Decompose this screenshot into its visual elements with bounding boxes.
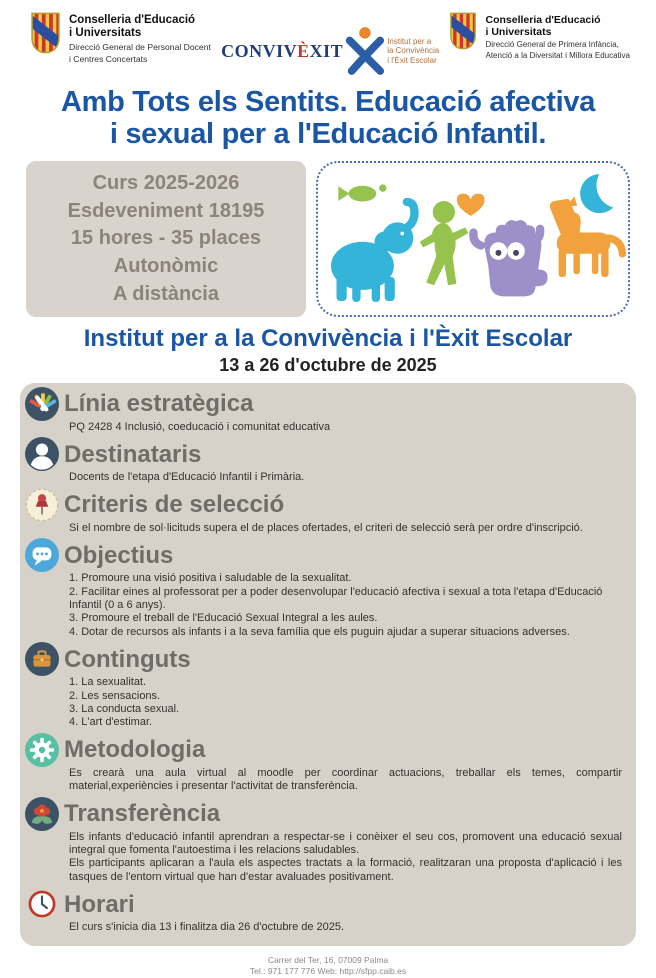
section-transferencia <box>25 797 622 885</box>
section-text: Si el nombre de sol·licituds supera el de places ofertades, el criteri de selecció serà per ordre d'inscripció. <box>69 521 583 534</box>
convivexit-wordmark: CONVIVÈXIT <box>221 40 344 61</box>
animals-illustration-svg <box>318 163 628 315</box>
section-text: 1. La sexualitat. <box>69 676 147 689</box>
section-destinataris <box>25 437 622 484</box>
section-title: Metodologia <box>64 736 206 764</box>
section-title: Transferència <box>64 800 221 828</box>
section-text: Docents de l'etapa d'Educació Infantil i Primària. <box>69 471 305 484</box>
section-horari <box>25 887 622 934</box>
org-name: Conselleria d'Educació <box>69 14 196 26</box>
tagline-line: Institut per a <box>387 36 432 46</box>
info-row <box>0 161 656 317</box>
section-title: Continguts <box>64 645 191 673</box>
course-hours-places: 15 hores - 35 places <box>70 227 262 250</box>
section-text: 2. Les sensacions. <box>69 689 161 702</box>
org-dept-line: Direcció General de Personal Docent <box>69 42 211 53</box>
flower-icon <box>25 797 59 831</box>
section-title: Línia estratègica <box>64 390 254 418</box>
org-name: Conselleria d'Educació <box>485 14 601 26</box>
briefcase-icon <box>25 642 59 676</box>
section-title: Horari <box>64 890 135 918</box>
left-org-logo <box>30 12 211 65</box>
page-title-line1: Amb Tots els Sentits. Educació afectiva <box>60 86 596 118</box>
animals-illustration <box>316 161 630 317</box>
section-text: 3. La conducta sexual. <box>69 703 180 715</box>
footer-contact: Tel.: 971 177 776 Web: http://sfpp.caib.es <box>249 966 407 977</box>
org-dept-line: Atenció a la Diversitat i Millora Educativa <box>485 50 630 60</box>
pushpin-icon <box>25 488 59 522</box>
elephant-icon <box>331 202 415 302</box>
section-linia-estrategica <box>25 387 622 434</box>
child-icon <box>420 201 469 285</box>
heart-icon <box>457 194 485 216</box>
monster-icon <box>473 220 547 296</box>
footer-address: Carrer del Ter, 16, 07009 Palma <box>267 954 389 965</box>
tagline-line: la Convivència <box>387 46 440 56</box>
gear-icon <box>25 733 59 767</box>
section-objectius <box>25 538 622 639</box>
course-event-number: Esdeveniment 18195 <box>67 199 265 222</box>
section-text: El curs s'inicia dia 13 i finalitza dia 26 d'octubre de 2025. <box>69 921 345 934</box>
section-text: Es crearà una aula virtual al moodle per coordinar actuacions, treballar els temes, compartir material,experiències i presentar l'activitat de transferència. <box>69 766 622 793</box>
convivexit-logo <box>221 26 439 76</box>
page-title-line2: i sexual per a l'Educació Infantil. <box>109 118 547 151</box>
section-text: 4. Dotar de recursos als infants i a la seva família que els puguin ajudar a superar situacions adverses. <box>69 625 570 638</box>
section-text: PQ 2428 4 Inclusió, coeducació i comunitat educativa <box>69 420 331 433</box>
section-continguts <box>25 642 622 730</box>
convivexit-person-icon <box>343 26 385 76</box>
section-text: Els participants aplicaran a l'aula els aspectes tractats a la formació, realitzaran una proposta d'aplicació i les tasques de l'entorn virtual que han d'estar avaluades positivament. <box>69 857 622 883</box>
org-dept <box>69 42 211 64</box>
page-title <box>0 86 656 151</box>
section-text: 4. L'art d'estimar. <box>69 716 153 729</box>
org-dept <box>485 40 630 61</box>
fan-swatch-icon <box>25 387 59 421</box>
tagline-line: i l'Èxit Escolar <box>387 55 437 65</box>
course-info-box <box>26 161 306 317</box>
sections-panel <box>20 383 636 946</box>
balearic-shield-icon <box>30 12 61 54</box>
section-title: Objectius <box>64 541 174 569</box>
org-dept-line: i Centres Concertats <box>69 53 148 64</box>
course-mode: A distància <box>113 282 219 305</box>
section-criteris-de-seleccio <box>25 488 622 535</box>
org-name: i Universitats <box>485 26 552 39</box>
course-year: Curs 2025-2026 <box>92 171 240 194</box>
speech-bubble-icon <box>25 538 59 572</box>
section-title: Destinataris <box>64 440 202 468</box>
institute-subtitle: Institut per a la Convivència i l'Èxit Escolar <box>83 324 573 352</box>
header <box>0 0 656 76</box>
org-dept-line: Direcció General de Primera Infància, <box>485 40 619 50</box>
section-text: Els infants d'educació infantil aprendran a respectar-se i conèixer el seu cos, promovent una educació sexual integral que fomenta l'autoestima i les relacions saludables. <box>69 830 622 857</box>
person-icon <box>25 437 59 471</box>
section-title: Criteris de selecció <box>64 491 285 519</box>
convivexit-tagline <box>387 37 439 66</box>
org-name: i Universitats <box>69 27 142 40</box>
section-text: 1. Promoure una visió positiva i saludable de la sexualitat. <box>69 572 352 585</box>
fish-icon <box>338 184 386 201</box>
footer <box>0 955 656 978</box>
section-metodologia <box>25 733 622 794</box>
balearic-shield-icon <box>449 12 477 50</box>
course-scope: Autonòmic <box>113 255 219 278</box>
clock-icon <box>25 887 59 921</box>
right-org-logo <box>449 12 630 61</box>
section-text: 2. Facilitar eines al professorat per a poder desenvolupar l'educació afectiva i sexual a tota l'etapa d'Educació Infantil (0 a 6 anys). <box>69 585 603 611</box>
moon-icon <box>580 174 613 213</box>
section-text: 3. Promoure el treball de l'Educació Sexual Integral a les aules. <box>69 612 378 625</box>
date-range: 13 a 26 d'octubre de 2025 <box>219 354 437 375</box>
